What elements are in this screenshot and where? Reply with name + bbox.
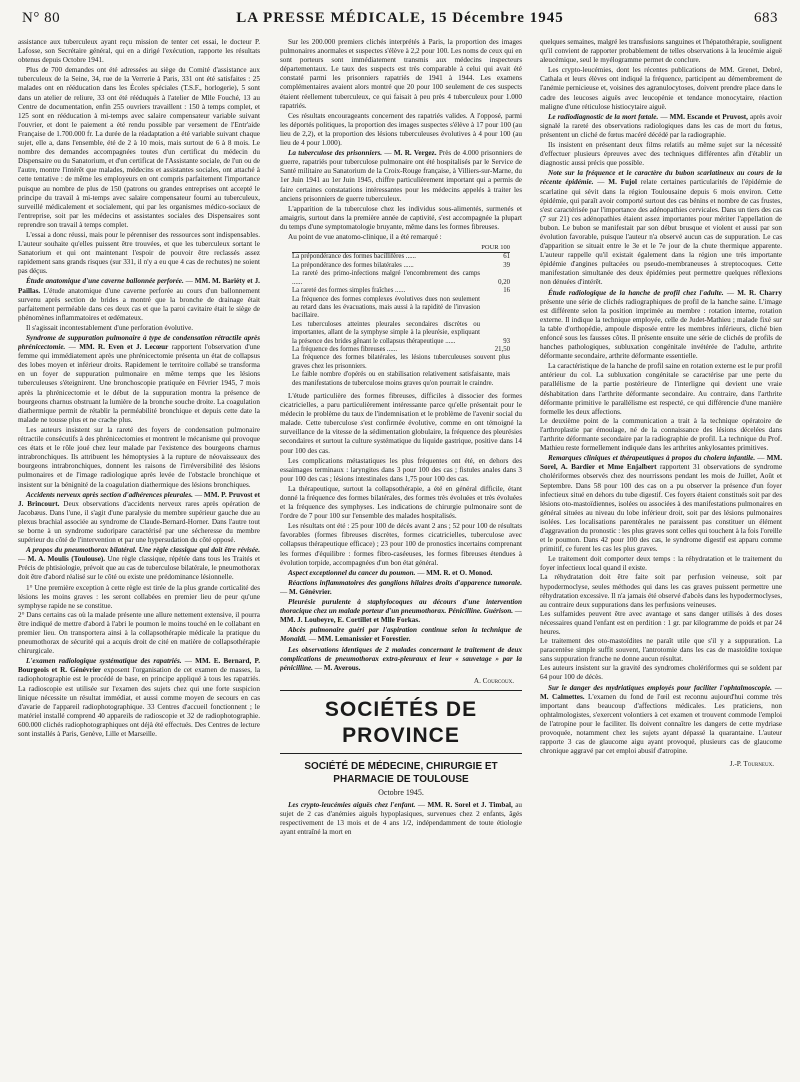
article-text: après avoir signalé la rareté des observations radiologiques dans les cas de mort du fœtus, présentent un cliché de fœtus macéré décédé par la radiographie.: [540, 112, 782, 139]
table-row: [292, 262, 510, 270]
article: Étude anatomique d'une caverne ballonnée perforée. — MM. M. Bariéty et J. Paillas. L'étude anatomique d'une caverne perforée au cours d'un ballonnement survenu après section de brides a montré que la bronche de drainage était parfaitement perméable dans ces deux cas et que la paroi cavitaire était le siège de phénomènes inflammatoires et œdémateux.: [18, 277, 260, 322]
page-number: 683: [754, 10, 778, 26]
paragraph: L'apparition de la tuberculose chez les individus sous-alimentés, surmenés et amaigris, surtout dans la première année de captivité, s'est accompagnée la plupart du temps d'une symptomatologie bruyante, même dans les formes fibreuses.: [280, 204, 522, 231]
article-title: A propos du pneumothorax bilatéral. Une règle classique qui doit être révisée.: [26, 546, 260, 555]
table-header: POUR 100: [481, 244, 510, 252]
paragraph: Il s'agissait incontestablement d'une perforation évolutive.: [26, 323, 194, 332]
table-cell-value: 21,50: [494, 345, 510, 353]
divider: [280, 690, 522, 691]
article: Le radiodiagnostic de la mort fœtale. — MM. Escande et Pruvost, après avoir signalé la rareté des observations radiologiques dans les cas de mort du fœtus, présentent un cliché de fœtus macéré décédé par la radiographie.: [540, 112, 782, 139]
small-article: Les observations identiques de 2 malades concernant le traitement de deux complications de pneumothorax extra-pleuraux et leur « sauvetage » par la pénicilline. — M. Averous.: [280, 645, 522, 672]
paragraph: Plus de 700 demandes ont été adressées au siège du Comité d'assistance aux tuberculeux de la Seine, 34, rue de la Verrerie à Paris, 331 ont été satisfaites : 25 malades ont en rééducation dans les Écoles spéciales (T.S.F., horlogerie), 5 sont dans un atelier de reliure, 33 ont été rééduqués à l'atelier de Mlle Fouché, 13 au Centre de documentation, enfin 255 ouvriers travaillent : 150 à temps complet, et 125 sont en rééducation à mi-temps avec salaire compensateur variable suivant l'ouvrier, et dont le paiement a été rendu possible par versement de l'Entr'aide Française de 1.700.000 fr. La durée de la réadaptation a été variable suivant chaque sujet, elle a, dans l'ensemble, été de 2 à 10 mois, mais surtout de 6 à 8 mois. Le nombre des demandes accompagnées toutes d'un certificat du médecin du Dispensaire ou du Sanatorium, et d'un certificat de l'Assistante sociale, de l'un ou de l'autre, montre l'intérêt que malades, médecins et assistantes sociales, ont attaché à cette tentative : de même les employeurs en ont compris parfaitement l'importance puisque au nombre de plus de 150 (patrons ou grandes entreprises ont accepté le principe du travail à mi-temps avec salaire compensateur fourni au tuberculeux, surveillé médicalement et socialement, qui par les organismes médico-sociaux de l'entreprise, soit par les médecins et assistantes sociales des Dispensaires sont reprendre son travail à temps complet.: [18, 66, 260, 229]
article-title: Pleurésie purulente à staphylocoques au décours d'une intervention thoracique chez un malade porteur d'un pneumothorax. Pénicilline. Guérison.: [280, 598, 522, 616]
signature: J.-P. Tourneux.: [729, 760, 774, 769]
table-row: [292, 287, 510, 295]
article-title: La tuberculose des prisonniers.: [288, 149, 383, 158]
paragraph: La thérapeutique, surtout la collapsothérapie, a été en général difficile, étant donné la fréquence des formes bilatérales, des formes très évoluées et très évoluées et la fréquence des symphyses. Les indications de chirurgie pulmonaire sont de l'ordre de 7 pour 100 sur l'ensemble des malades hospitalisés.: [280, 484, 522, 521]
article-text: Près de 4.000 prisonniers de guerre, rapatriés pour tuberculose pulmonaire ont été hospitalisés par le Service de Santé militaire au Sanatorium de la Croix-Rouge française, à Villiers-sur-Marne, du 1er Juin 1941 au 1er Juin 1945, chiffre particulièrement important qui a permis de faire certaines constatations intéressantes pour les médecins appelés à traiter les anciens prisonniers de guerre tuberculeux.: [280, 149, 522, 203]
paragraph: Le traitement doit comporter deux temps : la réhydratation et le traitement du foyer infectieux local quand il existe. La réhydratation doit être faite soit par perfusion veineuse, soit par hypodermoclyse, seules méthodes qui dans les cas graves puissent permettre une réhydratation excessive. Il n'a jamais été observé d'abcès dans les hypodermoclyses, au contraire deux suppurations dans les perfusions veineuses. Les sulfamides peuvent être avec avantage et sans danger utilisés à des doses nécessaires quand l'enfant est en perdition : 1 gr. par kilogramme de poids et par 24 heures. Le traitement des oto-mastoïdites ne paraît utile que s'il y a suppuration. La paracentèse simple suffit souvent, l'antrotomie dans les cas de mastoïdite toxique sans suppuration franche ne donne aucun résultat. Les auteurs insistent sur la gravité des syndromes cholériformes qui se soldent par 64 pour 100 de décès.: [540, 555, 782, 682]
article-text: au sujet de 2 cas d'anémies aiguës hypoplasiques, survenues chez 2 enfants, âgés respectivement de 13 mois et de 4 ans 1/2, indépendamment de toute étiologie ayant entraîné la mort en: [280, 800, 522, 837]
article-title: Réactions inflammatoires des ganglions hilaires droits d'apparence tumorale.: [288, 578, 522, 587]
article: Syndrome de suppuration pulmonaire à type de condensation rétractile après phrénicectomie. — MM. R. Even et J. Lecœur rapportent l'observation d'une femme qui immédiatement après une phrénicectomie présenta un état de collapsus des lobes moyen et inférieur droits. Rapidement le territoire collabé se transforma en un foyer de suppuration pulmonaire en même temps que les lésions tuberculeuses s'éteignirent. Une bronchoscopie pratiquée en Février 1945, 7 mois après la phrénicectomie et le début de la suppuration montra la présence de bourgeons charnus obstruant la lumière de la bronche souche droite. La coagulation diathermique permit de rétablir la perméabilité bronchique et depuis cette date la malade ne tousse plus et ne crache plus.: [18, 334, 260, 424]
article-title: Sur le danger des mydriatiques employés pour faciliter l'ophtalmoscopie.: [548, 683, 772, 692]
table-intro: Au point de vue anatomo-clinique, il a été remarqué :: [288, 232, 442, 241]
table-cell-label: La prépondérance des formes bilatérales ......: [292, 261, 414, 269]
small-article: Pleurésie purulente à staphylocoques au décours d'une intervention thoracique chez un malade porteur d'un pneumothorax. Pénicilline. Guérison. — MM. J. Loubeyre, E. Cortillet et Mlle Forkas.: [280, 598, 522, 625]
table-cell-value: 0,20: [498, 278, 510, 286]
article-text: présente une série de clichés radiographiques de profil de la hanche saine. L'image est différente selon la position imprimée au membre : rotation interne, rotation externe. Il indique la technique employée, celle de Judet-Mathieu ; malade fixé sur la table d'orthopédie, ampoule disposée entre les membres inférieurs, cliché bien enfoncé sous les fausses côtes. Il présente ensuite une série de clichés de profils de hanches pathologiques, subluxation congénitale invétérée de l'adulte, arthrite déformante secondaire, arthrite déformante essentielle.: [540, 297, 782, 361]
article: A propos du pneumothorax bilatéral. Une règle classique qui doit être révisée. — M. A. Moulis (Toulouse). Une règle classique, répétée dans tous les Traités et Précis de phtisiologie, prévoit que au cas de tuberculose bilatérale, le pneumothorax doit être d'abord réalisé sur le côté ou existe une prédominance lésionnelle.: [18, 546, 260, 582]
article-text: L'étude anatomique d'une caverne perforée au cours d'un ballonnement survenu après section de brides a montré que la bronche de drainage était parfaitement perméable dans ces deux cas et que la paroi cavitaire était le siège de phénomènes inflammatoires et œdémateux.: [18, 286, 260, 322]
small-article: Réactions inflammatoires des ganglions hilaires droits d'apparence tumorale. — M. Génévrier.: [280, 578, 522, 596]
table-row: [292, 296, 510, 321]
paragraph: L'étude particulière des formes fibreuses, difficiles à dissocier des formes cicatricielles, a paru particulièrement intéressante parce qu'elle présentait pour le médecin le problème du taux de l'indemnisation et le problème de l'avenir social du malade. Cette tuberculose s'est confirmée évolutive, comme en ont témoigné la surveillance de la vitesse de la sédimentation globulaire, la fréquence des pleurésies secondaires et surtout la culture systématique du liquide gastrique, positive dans 14 pour 100 des cas.: [280, 391, 522, 455]
article-title: Abcès pulmonaire guéri par l'aspiration continue selon la technique de Monaldi.: [280, 626, 522, 644]
article-authors: MM. M. Bariéty et J. Paillas.: [18, 277, 260, 295]
table-cell-value: [480, 296, 510, 321]
article-authors: MM. Escande et Pruvost,: [669, 112, 748, 121]
article-title: Les observations identiques de 2 malades concernant le traitement de deux complications de pneumothorax extra-pleuraux et leur « sauvetage » par la pénicilline.: [280, 645, 522, 672]
journal-title: LA PRESSE MÉDICALE, 15 Décembre 1945: [236, 10, 564, 26]
article-authors: M. A. Moulis (Toulouse).: [27, 555, 106, 564]
column-2: [280, 38, 522, 1074]
table-cell-value: 39: [503, 261, 510, 269]
article-title: Accidents nerveux après section d'adhérences pleurales.: [26, 490, 193, 499]
page-header: [22, 8, 778, 30]
table-cell-label: La rareté des primo-infections malgré l'encombrement des camps ......: [292, 270, 480, 286]
table-row: [292, 346, 510, 354]
table-cell-value: 16: [503, 287, 510, 295]
article: Remarques cliniques et thérapeutiques à propos du cholera infantile. — MM. Sorel, A. Bardier et Mme Enjalbert rapportent 31 observations de syndrome cholériformes observés chez des nourrissons pendant les mois de Juillet, Août et Septembre. Dans 58 pour 100 des cas on a pu observer la présence d'un foyer infectieux situé en dehors du tube digestif. Ces foyers étaient constitués soit par des lésions oto-mastoïdiennes, isolées ou associées à des manifestations pulmonaires en général situées au niveau du lobe inférieur droit, soit par des lésions pulmonaires isolées. Les localisations parentérales ne paraissent pas constituer un élément d'aggravation du pronostic : les plus graves sont celles qui touchent à la fois l'oreille et le poumon. Dans 42 pour 100 des cas, le syndrome digestif est apparu comme primitif, ce furent les cas les plus graves.: [540, 454, 782, 554]
article-text: Une règle classique, répétée dans tous les Traités et Précis de phtisiologie, prévoit que au cas de tuberculose bilatérale, le pneumothorax doit être d'abord réalisé sur le côté ou existe une prédominance lésionnelle.: [18, 555, 260, 582]
table-cell-value: 61: [503, 253, 510, 261]
article-text: Deux observations d'accidents nerveux rares après opération de Jacobæus. Dans l'une, il s'agit d'une paralysie du membre supérieur gauche due au plexus brachial associée au syndrome de Claude-Bernard-Horner. Dans l'autre tout se borne à un syndrome sudoripare caractérisé par une sécheresse du membre supérieur du côté de l'intervention et par une hypersudation du côté opposé.: [18, 499, 260, 545]
table-cell-label: La rareté des formes simples fraîches ......: [292, 287, 406, 295]
paragraph: 1° Une première exception à cette règle est tirée de la plus grande corticalité des lésions les moins graves : les seront collabées en premier lieu de peur qu'une symphyse rapide ne se constitue. 2° Dans certains cas où la malade présente une allure nettement extensive, il pourra être indiqué de mettre d'abord à l'abri le poumon le moins touché en le collabant en premier lieu. On transportera ainsi à la collapsothérapie médicale la pratique du pneumothorax de sécurité qui a acquis droit de cité en matière de collapsothérapie chirurgicale.: [18, 583, 260, 656]
article-title: Le radiodiagnostic de la mort fœtale.: [548, 112, 659, 121]
article-authors: MM. P. Pruvost et J. Brincourt.: [18, 490, 260, 508]
article-authors: MM. Sorel, A. Bardier et Mme Enjalbert: [540, 454, 782, 472]
article-authors: MM. R. et O. Monod.: [426, 568, 493, 577]
paragraph: Les résultats ont été : 25 pour 100 de décès avant 2 ans ; 52 pour 100 de résultats favorables (formes fibreuses discrètes, formes cicatricielles, tuberculose avec collapsus thérapeutique efficace) ; 23 pour 100 de pronostics incertains comprenant les formes d'équilibre : formes fibro-caséeuses, les formes fibreuses étendues à évolution torpide, accompagnées d'un bon état général.: [280, 522, 522, 567]
article: Les crypto-leucémies aiguës chez l'enfant. — MM. R. Sorel et J. Timbal, au sujet de 2 cas d'anémies aiguës hypoplasiques, survenues chez 2 enfants, âgés respectivement de 13 mois et de 4 ans 1/2, indépendamment de toute étiologie ayant entraîné la mort en: [280, 800, 522, 837]
statistics-table: [292, 244, 510, 388]
small-article: Aspect exceptionnel du cancer du poumon. — MM. R. et O. Monod.: [288, 568, 493, 577]
paragraph: Les crypto-leucémies, dont les récentes publications de MM. Grenet, Debré, Cathala et leurs élèves ont indiqué la fréquence, participent au démembrement de l'anémie pernicieuse et, voisines des agranulocytoses, doivent prendre place dans le cadre des leucoses aiguës avec leucopénie et tendance monocytaire, réaction maligne d'une réticulose histiocytaire aiguë.: [540, 66, 782, 111]
table-cell-label: La fréquence des formes complexes évolutives dues non seulement au retard dans les évacuations, mais aussi à la rapidité de l'invasion bacillaire.: [292, 295, 480, 320]
article: Accidents nerveux après section d'adhérences pleurales. — MM. P. Pruvost et J. Brincourt. Deux observations d'accidents nerveux rares après opération de Jacobæus. Dans l'une, il s'agit d'une paralysie du membre supérieur gauche due au plexus brachial associée au syndrome de Claude-Bernard-Horner. Dans l'autre tout se borne à un syndrome sudoripare caractérisé par une sécheresse du membre supérieur du côté de l'intervention et par une hypersudation du côté opposé.: [18, 490, 260, 545]
article-title: L'examen radiologique systématique des rapatriés.: [26, 657, 182, 666]
table-cell-label: La fréquence des formes fibreuses ......: [292, 345, 398, 353]
table-row: [292, 270, 510, 287]
article: Sur le danger des mydriatiques employés pour faciliter l'ophtalmoscopie. — M. Calmettes. L'examen du fond de l'œil est reconnu aujourd'hui comme très important dans beaucoup d'affections médicales. Les praticiens, non ophtalmologistes, s'exercent volontiers à cet examen et trouvent commode l'emploi de l'atropine pour le faciliter. Ils doivent connaître les dangers de cette mydriase provoquée, notamment chez les sujets ayant dépassé la quarantaine. L'auteur rapporte 3 cas de glaucome aigu ayant provoqué, plusieurs cas de glaucome chronique aggravé par cet emploi abusif d'atropine.: [540, 683, 782, 756]
paragraph: Ils insistent en présentant deux films relatifs au même sujet sur la nécessité d'effectuer plusieurs épreuves avec des techniques différentes afin d'établir un diagnostic aussi précis que possible.: [540, 141, 782, 168]
article-authors: MM. Lemanissier et Forestier.: [317, 635, 411, 644]
table-row: [292, 354, 510, 371]
signature: A. Courcoux.: [473, 676, 514, 685]
paragraph: L'essai a donc réussi, mais pour le pérenniser des ressources sont indispensables. L'auteur souhaite qu'elles puissent être trouvées, et que les tuberculeux sortant le Sanatorium et qui ont maintenant l'espoir de pouvoir être reclassés assez rapidement sans grands risques (sur 331, il n'y a eu que 4 cas de rechutes) ne soient pas déçus.: [18, 230, 260, 276]
paragraph: Les complications métastatiques les plus fréquentes ont été, en dehors des essaimages terminaux : laryngites dans 3 pour 100 des cas ; fistules anales dans 3 pour 100 des cas ; lésions intestinales dans 1,75 pour 100 des cas.: [280, 456, 522, 483]
divider: [280, 753, 522, 754]
article-title: Remarques cliniques et thérapeutiques à propos du cholera infantile.: [548, 454, 756, 463]
session-date: Octobre 1945.: [378, 787, 424, 797]
paragraph: assistance aux tuberculeux ayant reçu mission de tenter cet essai, le docteur P. Lafosse, son Secrétaire général, qui en a dirigé l'exécution, rapporte les résultats obtenus depuis Octobre 1941.: [18, 38, 260, 65]
article-text: relate certaines particularités de l'épidémie de scarlatine qui sévit dans la région Toulousaine depuis 6 mois environ. Cette épidémie, qui paraît avoir comporté surtout des cas bénins et nombre de cas frustes, s'est caractérisée par l'importance des adénopathies cervicales. Dans un tiers des cas (7 sur 21) ces adénopathies étaient assez importantes pour mériter l'appellation de bubon. Le bubon se manifestait par son début brusque et violent et aussi par son évolution favorable, puisque l'auteur n'a observé aucun cas de suppuration. Le cas d'apparition se situait entre le 3e et le 7e jour de la chute thermique apparente. L'auteur rappelle qu'il existait également dans la région une très importante épidémie d'angines pultacées ou pseudo-membraneuses à streptocoques. Cette manifestation simultanée des deux épidémies peut permettre quelques réflexions non dénuées d'intérêt.: [540, 178, 782, 287]
paragraph: Sur les 200.000 premiers clichés interprétés à Paris, la proportion des images pulmonaires anormales et suspectes s'élève à 2,2 pour 100. Les noms de ceux qui en sont porteurs sont immédiatement transmis aux médecins inspecteurs départementaux. Le taux des suspects est très comparable à celui qui avait été constaté parmi les prisonniers rapatriés de 1941 à 1944. Les examens complémentaires avaient alors montré que 20 pour 100 seulement de ces suspects étaient réellement tuberculeux, ce qui faisait à peu près 4 tuberculeux pour 1.000 rapatriés.: [280, 38, 522, 110]
society-name: SOCIÉTÉ DE MÉDECINE, CHIRURGIE ET PHARMACIE DE TOULOUSE: [304, 760, 498, 785]
article-authors: MM. J. Loubeyre, E. Cortillet et Mlle Forkas.: [280, 616, 420, 625]
small-article: Abcès pulmonaire guéri par l'aspiration continue selon la technique de Monaldi. — MM. Lemanissier et Forestier.: [280, 626, 522, 644]
article-authors: M. R. Charry: [737, 288, 782, 297]
table-cell-label: La fréquence des formes bilatérales, les lésions tuberculeuses souvent plus graves chez les prisonniers.: [292, 354, 510, 370]
paragraph: Ces résultats encourageants concernent des rapatriés valides. A l'opposé, parmi les déportés politiques, la proportion des images suspectes s'élève à 17 pour 100 (au lieu de 2,2), et la proportion des lésions tuberculeuses évolutives à 4 pour 100 (au lieu de 4 pour 1.000).: [280, 111, 522, 148]
article-text: rapportent l'observation d'une femme qui immédiatement après une phrénicectomie présenta un état de collapsus des lobes moyen et inférieur droits. Rapidement le territoire collabé se transforma en un foyer de suppuration pulmonaire en même temps que les lésions tuberculeuses s'éteignirent. Une bronchoscopie pratiquée en Février 1945, 7 mois après la phrénicectomie et le début de la suppuration montra la présence de bourgeons charnus obstruant la lumière de la bronche souche droite. La coagulation diathermique permit de rétablir la perméabilité bronchique et depuis cette date la malade ne tousse plus et ne crache plus.: [18, 343, 260, 424]
table-cell-label: Les tuberculoses atteintes pleurales secondaires discrètes ou importantes, allant de la symphyse simple à la pleurésie, expliquant la présence des brides gênant le collapsus thérapeutique ......: [292, 320, 480, 345]
article-text: exposent l'organisation de cet examen de masses, la radiophotographie est le procédé de base, en principe appliqué à tous les rapatriés. La radioscopie est utilisée sur l'examen des sujets chez qui une forte suspicion linique nécessite un résultat immédiat, et aussi comme moyen de secours en cas d'avarie de l'appareil radiophotographique. 33 Centres d'accueil fonctionnent ; le matériel installé comprend 40 appareils de radioscopie et 32 de radiophotographie. 600.000 clichés radiophotographiques ont déjà été effectués. Des Centres de lecture sont installés à Paris, Genève, Lille et Marseille.: [18, 666, 260, 739]
table-row: [292, 321, 510, 346]
article-text: rapportent 31 observations de syndrome cholériformes observés chez des nourrissons pendant les mois de Juillet, Août et Septembre. Dans 58 pour 100 des cas on a pu observer la présence d'un foyer infectieux situé en dehors du tube digestif. Ces foyers étaient constitués soit par des lésions oto-mastoïdiennes, isolées ou associées à des manifestations pulmonaires en général situées au niveau du lobe inférieur droit, soit par des lésions pulmonaires isolées. Les localisations parentérales ne paraissent pas constituer un élément d'aggravation du pronostic : les plus graves sont celles qui touchent à la fois l'oreille et le poumon. Dans 42 pour 100 des cas, le syndrome digestif est apparu comme primitif, ce furent les cas les plus graves.: [540, 463, 782, 554]
issue-number: N° 80: [22, 10, 61, 26]
article-authors: MM. R. Even et J. Lecœur: [79, 343, 169, 352]
article-title: Étude radiologique de la hanche de profil chez l'adulte.: [548, 288, 724, 297]
article-authors: M. Génévrier.: [288, 587, 332, 596]
article: Note sur la fréquence et le caractère du bubon scarlatineux au cours de la récente épidémie. — M. Fujol relate certaines particularités de l'épidémie de scarlatine qui sévit dans la région Toulousaine depuis 6 mois environ. Cette épidémie, qui paraît avoir comporté surtout des cas bénins et nombre de cas frustes, s'est caractérisée par l'importance des adénopathies cervicales. Dans un tiers des cas (7 sur 21) ces adénopathies étaient assez importantes pour mériter l'appellation de bubon. Le bubon se manifestait par son début brusque et violent et aussi par son évolution favorable, puisque l'auteur n'a observé aucun cas de suppuration. Le cas d'apparition se situait entre le 3e et le 7e jour de la chute thermique apparente. L'auteur rappelle qu'il existait également dans la région une très importante épidémie d'angines pultacées ou pseudo-membraneuses à streptocoques. Cette manifestation simultanée des deux épidémies peut permettre quelques réflexions non dénuées d'intérêt.: [540, 169, 782, 287]
article-title: Syndrome de suppuration pulmonaire à type de condensation rétractile après phrénicectomie.: [18, 334, 260, 352]
article-title: Étude anatomique d'une caverne ballonnée perforée.: [26, 277, 184, 286]
article: La tuberculose des prisonniers. — M. R. Vergez. Près de 4.000 prisonniers de guerre, rapatriés pour tuberculose pulmonaire ont été hospitalisés par le Service de Santé militaire au Sanatorium de la Croix-Rouge française, à Villiers-sur-Marne, du 1er Juin 1941 au 1er Juin 1945, chiffre particulièrement important qui a permis de faire certaines constatations intéressantes pour les médecins appelés à traiter les anciens prisonniers de guerre tuberculeux.: [280, 149, 522, 203]
table-row: [292, 253, 510, 262]
article-authors: M. Averous.: [323, 663, 361, 672]
table-row: [292, 371, 510, 388]
table-cell-label: La prépondérance des formes bacillifères ......: [292, 253, 416, 261]
article-authors: M. R. Vergez.: [393, 149, 437, 158]
section-banner: SOCIÉTÉS DE PROVINCE: [324, 697, 478, 747]
article-title: Les crypto-leucémies aiguës chez l'enfant.: [288, 800, 416, 809]
table-cell-label: Le faible nombre d'opérés ou en stabilisation relativement satisfaisante, mais des manifestations de tuberculose moins graves qu'on pourrait le craindre.: [292, 371, 510, 387]
column-3: [540, 38, 782, 1074]
paragraph: La caractéristique de la hanche de profil saine en rotation externe est le pur profil antérieur du col. La subluxation congénitale se caractérise par une perte du parallélisme de la partie postérieure de l'interligne qui devient une vraie déshabitation dans l'arthrite déformante secondaire. Au contraire, dans l'arthrite déformante primitive le parallélisme est respecté, ce qui différencie d'une manière formelle les deux affections. Le deuxième point de la communication a trait à la technique opératoire de l'arthroplastie par émoulage, né de la connaissance des lésions décelées dans l'arthrite déformante secondaire par la radiographie de profil. La technique du Prof. Mathieu reste formellement indiquée dans les arthrites ankylosantes primitives.: [540, 362, 782, 453]
paragraph: quelques semaines, malgré les transfusions sanguines et l'hépatothérapie, soulignent qu'il convient de rapporter probablement de telles observations à la leucémie aiguë aleucémique, seul le myélogramme permet de conclure.: [540, 38, 782, 65]
article-authors: MM. E. Bernard, P. Bourgeois et R. Génévrier: [18, 657, 260, 675]
paragraph: Les auteurs insistent sur la rareté des foyers de condensation pulmonaire rétractile consécutifs à des phrénicectomies et montrent le mécanisme qui provoque ces états et le rôle joué chez leur malade par l'existence des bourgeons charnus intrabronchiques. Ils attribuent les hémoptysies à la rupture de néovaisseaux des bourgeons intrabronchiques, donnent les raisons de l'irréversibilité des lésions pulmonaires et de l'image radiologique après levée de l'obstacle bronchique et insistent sur la bénignité de la coagulation diathermique des lésions bronchiques.: [18, 425, 260, 489]
column-1: [18, 38, 260, 1074]
article-text: L'examen du fond de l'œil est reconnu aujourd'hui comme très important dans beaucoup d'affections médicales. Les praticiens, non ophtalmologistes, s'exercent volontiers à cet examen et trouvent commode l'emploi de l'atropine pour le faciliter. Ils doivent connaître les dangers de cette mydriase provoquée, notamment chez les sujets ayant dépassé la quarantaine. L'auteur rapporte 3 cas de glaucome aigu ayant provoqué, plusieurs cas de glaucome chronique aggravé par cet emploi abusif d'atropine.: [540, 692, 782, 756]
table-cell-value: 93: [503, 337, 510, 345]
article-authors: MM. R. Sorel et J. Timbal,: [427, 800, 513, 809]
article: L'examen radiologique systématique des rapatriés. — MM. E. Bernard, P. Bourgeois et R. Génévrier exposent l'organisation de cet examen de masses, la radiophotographie est le procédé de base, en principe appliqué à tous les rapatriés. La radioscopie est utilisée sur l'examen des sujets chez qui une forte suspicion linique nécessite un résultat immédiat, et aussi comme moyen de secours en cas d'avarie de l'appareil radiophotographique. 33 Centres d'accueil fonctionnent ; le matériel installé comprend 40 appareils de radioscopie et 32 de radiophotographie. 600.000 clichés radiophotographiques ont déjà été effectués. Des Centres de lecture sont installés à Paris, Genève, Lille et Marseille.: [18, 657, 260, 739]
article-authors: M. Calmettes.: [540, 692, 585, 701]
article-authors: M. Fujol: [608, 178, 638, 187]
article-title: Aspect exceptionnel du cancer du poumon.: [288, 568, 416, 577]
article-title: Note sur la fréquence et le caractère du bubon scarlatineux au cours de la récente épidémie.: [540, 169, 782, 187]
article: Étude radiologique de la hanche de profil chez l'adulte. — M. R. Charry présente une série de clichés radiographiques de profil de la hanche saine. L'image est différente selon la position imprimée au membre : rotation interne, rotation externe. Il indique la technique employée, celle de Judet-Mathieu ; malade fixé sur la table d'orthopédie, ampoule disposée entre les membres inférieurs, cliché bien enfoncé sous les fausses côtes. Il présente ensuite une série de clichés de profils de hanches pathologiques, subluxation congénitale invétérée de l'adulte, arthrite déformante secondaire, arthrite déformante essentielle.: [540, 288, 782, 361]
